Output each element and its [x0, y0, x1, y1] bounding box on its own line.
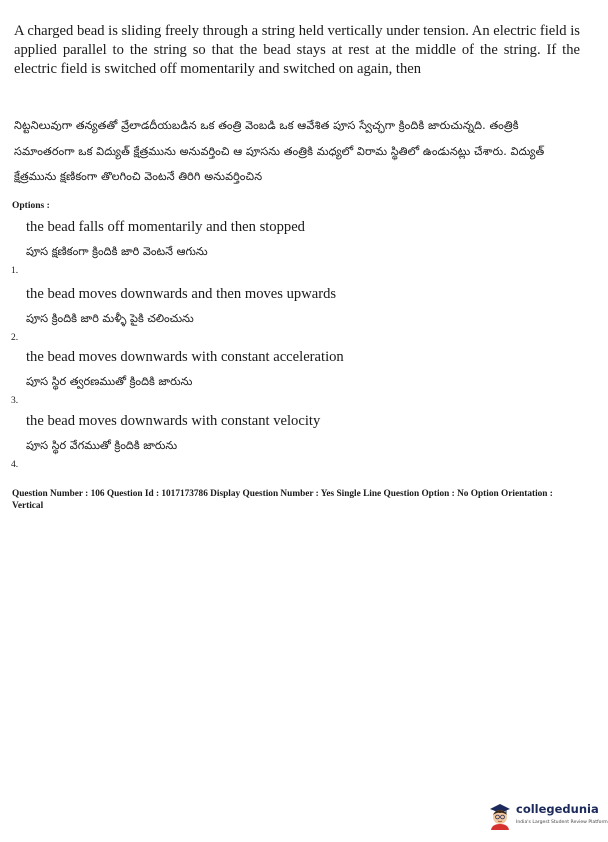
brand-tagline: India's Largest Student Review Platform	[516, 820, 608, 825]
option-3	[0, 348, 595, 410]
option-1	[0, 218, 595, 280]
option-number: 3.	[11, 396, 19, 406]
option-4	[0, 412, 595, 474]
option-text-english: the bead moves downwards and then moves upwards	[26, 286, 337, 302]
question-text-telugu: నిట్టనిలువుగా తన్యతతో వ్రేలాడదీయబడిన ఒక తంత్రి వెంబడి ఒక ఆవేశిత పూస స్వేచ్ఛగా క్రిందికి జారుచున్నది. తంత్రికి సమాంతరంగా ఒక విద్యుత్ క్షేత్రమును అనువర్తించి ఆ పూసను తంత్రికి మధ్యలో విరామ స్థితిలో ఉండునట్లు చేశారు. విద్యుత్ క్షేత్రమును క్షణికంగా తొలగించి వెంటనే తిరిగి అనువర్తించిన	[14, 119, 545, 183]
option-text-telugu: పూస క్షణికంగా క్రిందికి జారి వెంటనే ఆగును	[26, 245, 208, 258]
brand-name: collegedunia	[516, 802, 599, 816]
option-text-english: the bead falls off momentarily and then stopped	[26, 219, 305, 235]
question-metadata: Question Number : 106 Question Id : 1017173786 Display Question Number : Yes Single Line Question Option : No Option Orientation : Vertical	[12, 489, 553, 511]
option-number: 1.	[11, 266, 19, 276]
option-2	[0, 285, 595, 347]
collegedunia-logo	[486, 798, 608, 834]
option-text-telugu: పూస క్రిందికి జారి మళ్ళీ పైకి చలించును	[26, 312, 194, 325]
option-number: 2.	[11, 333, 19, 343]
question-text-english: A charged bead is sliding freely through a string held vertically under tension. An electric field is applied parallel to the string so that the bead stays at rest at the middle of the string. If the electric field is switched off momentarily and switched on again, then	[14, 23, 580, 77]
option-text-english: the bead moves downwards with constant velocity	[26, 413, 321, 429]
options-label: Options :	[12, 201, 50, 211]
option-number: 4.	[11, 460, 19, 470]
student-face-icon	[486, 800, 514, 830]
option-text-english: the bead moves downwards with constant acceleration	[26, 349, 344, 365]
option-text-telugu: పూస స్థిర త్వరణముతో క్రిందికి జారును	[26, 375, 193, 388]
option-text-telugu: పూస స్థిర వేగముతో క్రిందికి జారును	[26, 439, 178, 452]
